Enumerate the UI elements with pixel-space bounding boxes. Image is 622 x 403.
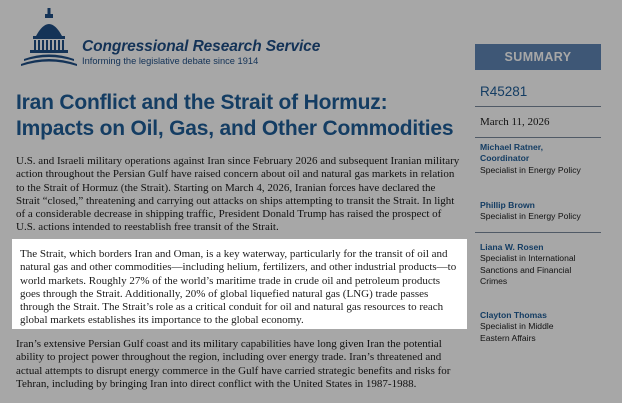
author-name: Liana W. Rosen — [480, 242, 544, 252]
author-role: Sanctions and Financial — [480, 264, 572, 275]
capitol-dome-icon — [18, 6, 80, 68]
author-role: Specialist in Energy Policy — [480, 211, 581, 222]
summary-header: SUMMARY — [475, 44, 601, 70]
author-role: Crimes — [480, 276, 508, 287]
brand-name: Congressional Research Service — [82, 38, 321, 55]
report-title: Iran Conflict and the Strait of Hormuz: Impacts on Oil, Gas, and Other Commodities — [16, 91, 454, 140]
paragraph-intro: U.S. and Israeli military operations against Iran since February 2026 and subsequent Iranian military action throughout the Persian Gulf have raised concern about oil and natural gas markets in relation to the Strait of Hormuz (the Strait). Starting on March 4, 2026, Iranian forces have declared the Strait “closed,” threatening and carrying out attacks on ships attempting to transit the Strait. In light of a considerable decrease in shipping traffic, President Donald Trump has raised the prospect of U.S. actions intended to reestablish free transit of the Strait. — [16, 155, 460, 234]
report-number: R45281 — [480, 84, 528, 99]
author-name: Michael Ratner, — [480, 142, 544, 152]
report-date: March 11, 2026 — [480, 116, 550, 128]
author-entry — [480, 242, 610, 288]
author-role: Specialist in Middle — [480, 321, 554, 332]
author-entry — [480, 310, 610, 344]
author-name: Clayton Thomas — [480, 310, 547, 320]
author-entry — [480, 142, 610, 176]
dim-overlay — [0, 239, 12, 329]
sidebar-divider — [475, 232, 601, 233]
author-role: Eastern Affairs — [480, 332, 536, 343]
author-role: Specialist in International — [480, 253, 576, 264]
author-name: Phillip Brown — [480, 200, 535, 210]
paragraph-iran-coast: Iran’s extensive Persian Gulf coast and its military capabilities have long given Iran the potential ability to project power throughout the region, including over energy trade. Iran’s threatened and actual attempts to disrupt energy commerce in the Gulf have carried strategic benefits and risks for Tehran, including by bringing Iran into direct conflict with the United States in 1987-1988. — [16, 338, 451, 390]
paragraph-highlighted: The Strait, which borders Iran and Oman, is a key waterway, particularly for the transit of oil and natural gas and other commodities—including helium, fertilizers, and other industrial products—to world markets. Roughly 27% of the world’s maritime trade in crude oil and petroleum products goes through the Strait. Additionally, 20% of global liquefied natural gas (LNG) trade passes through the Strait. The Strait’s role as a critical conduit for oil and natural gas resources to reach global markets establishes its importance to the global economy. — [20, 248, 457, 327]
author-entry — [480, 200, 610, 223]
sidebar-divider — [475, 137, 601, 138]
brand-tagline: Informing the legislative debate since 1914 — [82, 56, 259, 66]
author-role: Specialist in Energy Policy — [480, 164, 581, 175]
sidebar-divider — [475, 106, 601, 107]
author-title: Coordinator — [480, 153, 530, 164]
